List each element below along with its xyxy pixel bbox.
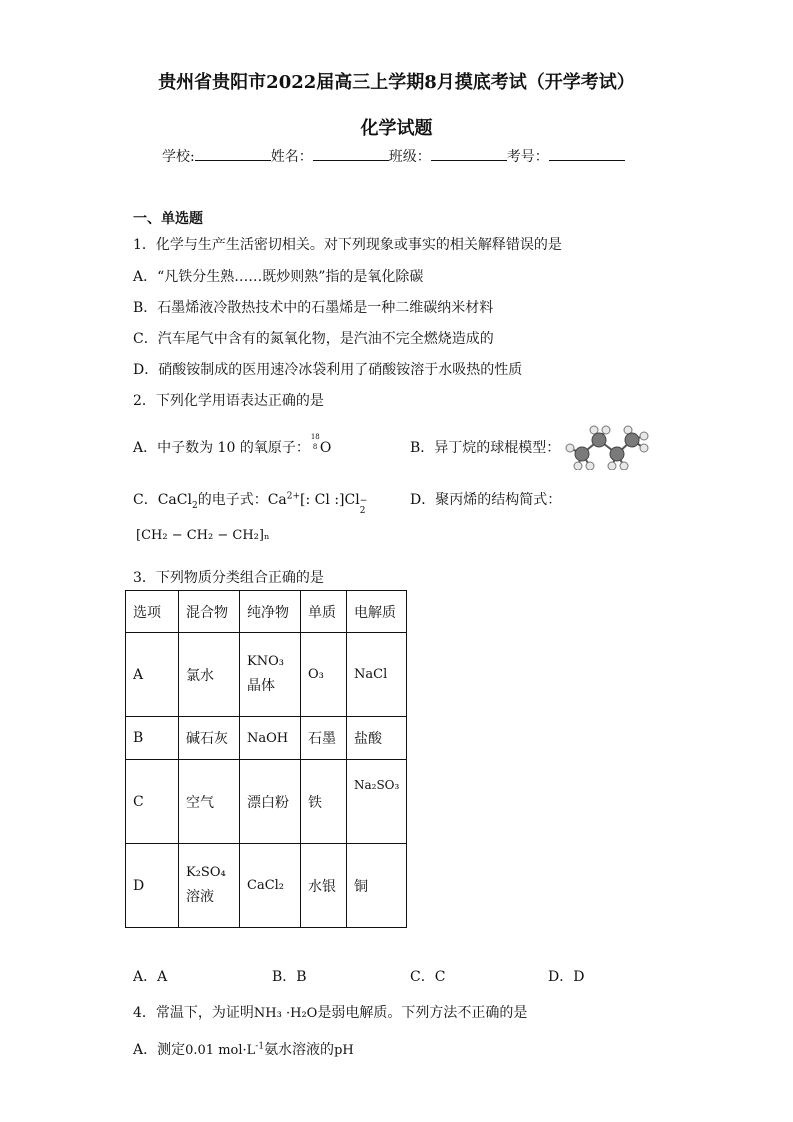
q2-option-b: B．异丁烷的球棍模型： [410,440,561,456]
cell-mixture-note: 溶液 [186,889,214,905]
q4-stem-pre: 4．常温下，为证明 [133,1005,254,1021]
q1-option-c: C．汽车尾气中含有的氮氧化物，是汽油不完全燃烧造成的 [133,331,494,347]
isotope-mass: 18 [310,433,320,441]
isobutane-ball-stick-model [562,424,652,470]
exam-subtitle: 化学试题 [360,118,433,139]
header-option: 选项 [126,591,179,633]
cell-pure: NaOH [240,717,301,760]
table-row [126,717,407,760]
cell-pure [240,633,301,717]
cell-mixture: 空气 [179,760,240,844]
q4-option-a-post: 氨水溶液的 [264,1042,335,1058]
concentration-value: 0.01 mol·L [185,1043,256,1058]
cell-element: 石墨 [301,717,347,760]
cell-pure-formula: KNO₃ [247,654,284,669]
q3-answer-d: D．D [548,969,585,985]
table-row [126,633,407,717]
classification-table [125,590,407,928]
q3-stem: 3．下列物质分类组合正确的是 [133,570,324,586]
exam-title: 贵州省贵阳市2022届高三上学期8月摸底考试（开学考试） [158,72,635,93]
ph-label: pH [334,1043,354,1058]
isotope-atomic: 8 [312,443,318,451]
header-pure: 纯净物 [240,591,301,633]
name-blank [313,148,389,161]
ca-ion-charge: 2+ [286,491,301,502]
q3-answer-a: A．A [133,969,168,985]
cell-mixture: 氯水 [179,633,240,717]
section-title: 一、单选题 [133,211,203,227]
school-label: 学校: [162,149,195,165]
cell-pure: 漂白粉 [240,760,301,844]
cell-electrolyte: 铜 [347,844,407,928]
cell-option: D [126,844,179,928]
q1-option-a: A．“凡铁分生熟……既炒则熟”指的是氧化除碳 [133,269,424,285]
q1-option-d: D．硝酸铵制成的医用速冷冰袋利用了硝酸铵溶于水吸热的性质 [133,362,523,378]
school-blank [195,148,271,161]
q2-option-d: D．聚丙烯的结构简式： [410,492,562,508]
q2-stem: 2．下列化学用语表达正确的是 [133,393,324,409]
cell-option: B [126,717,179,760]
q4-option-a-pre: A．测定 [133,1042,186,1058]
cell-element: 水银 [301,844,347,928]
cell-option: C [126,760,179,844]
table-row [126,760,407,844]
q1-option-b: B．石墨烯液冷散热技术中的石墨烯是一种二维碳纳米材料 [133,300,494,316]
cell-mixture: 碱石灰 [179,717,240,760]
cell-option: A [126,633,179,717]
cell-electrolyte: NaCl [347,633,407,717]
q1-stem: 1．化学与生产生活密切相关。对下列现象或事实的相关解释错误的是 [133,237,562,253]
exam-no-label: 考号： [506,149,549,165]
q2-option-c-text: 的电子式： [197,492,268,508]
concentration-exponent: -1 [255,1041,265,1052]
table-row [126,844,407,928]
student-info-line [162,146,625,166]
q4-stem-post: 是弱电解质。下列方法不正确的是 [317,1005,528,1021]
cell-mixture-formula: K₂SO₄ [186,865,226,880]
isotope-notation [310,433,320,452]
header-electrolyte: 电解质 [347,591,407,633]
q4-stem [133,1002,527,1022]
cell-pure: CaCl₂ [240,844,301,928]
cacl2-subscript: 2 [191,500,198,511]
polypropylene-formula: [CH₂ − CH₂ − CH₂]ₙ [136,528,270,543]
q2-option-a-text: A．中子数为 10 的氧原子： [133,440,310,456]
exam-no-blank [549,148,625,161]
header-mixture: 混合物 [179,591,240,633]
cacl2-formula: CaCl [157,492,192,508]
cl-electron-formula: [: Cl :]Cl [300,492,360,508]
class-blank [431,148,507,161]
q4-option-a [133,1039,354,1059]
class-label: 班级： [388,149,431,165]
q2-option-c-label: C． [133,492,158,508]
cell-pure-note: 晶体 [247,678,275,694]
q2-option-a [133,433,332,457]
cell-element: 铁 [301,760,347,844]
header-element: 单质 [301,591,347,633]
q2-option-c [133,489,368,516]
isotope-symbol: O [319,440,332,456]
cell-electrolyte: 盐酸 [347,717,407,760]
q3-answer-c: C．C [410,969,446,985]
q3-answer-b: B．B [272,969,307,985]
ammonia-hydrate-formula: NH₃ ·H₂O [253,1006,318,1021]
cell-electrolyte: Na₂SO₃ [347,760,407,844]
name-label: 姓名： [270,149,313,165]
table-header-row [126,591,407,633]
ca-ion: Ca [267,492,287,508]
cell-element: O₃ [301,633,347,717]
cell-mixture [179,844,240,928]
cl-subscript: 2 [359,506,366,516]
cl-charge: − [359,496,368,506]
